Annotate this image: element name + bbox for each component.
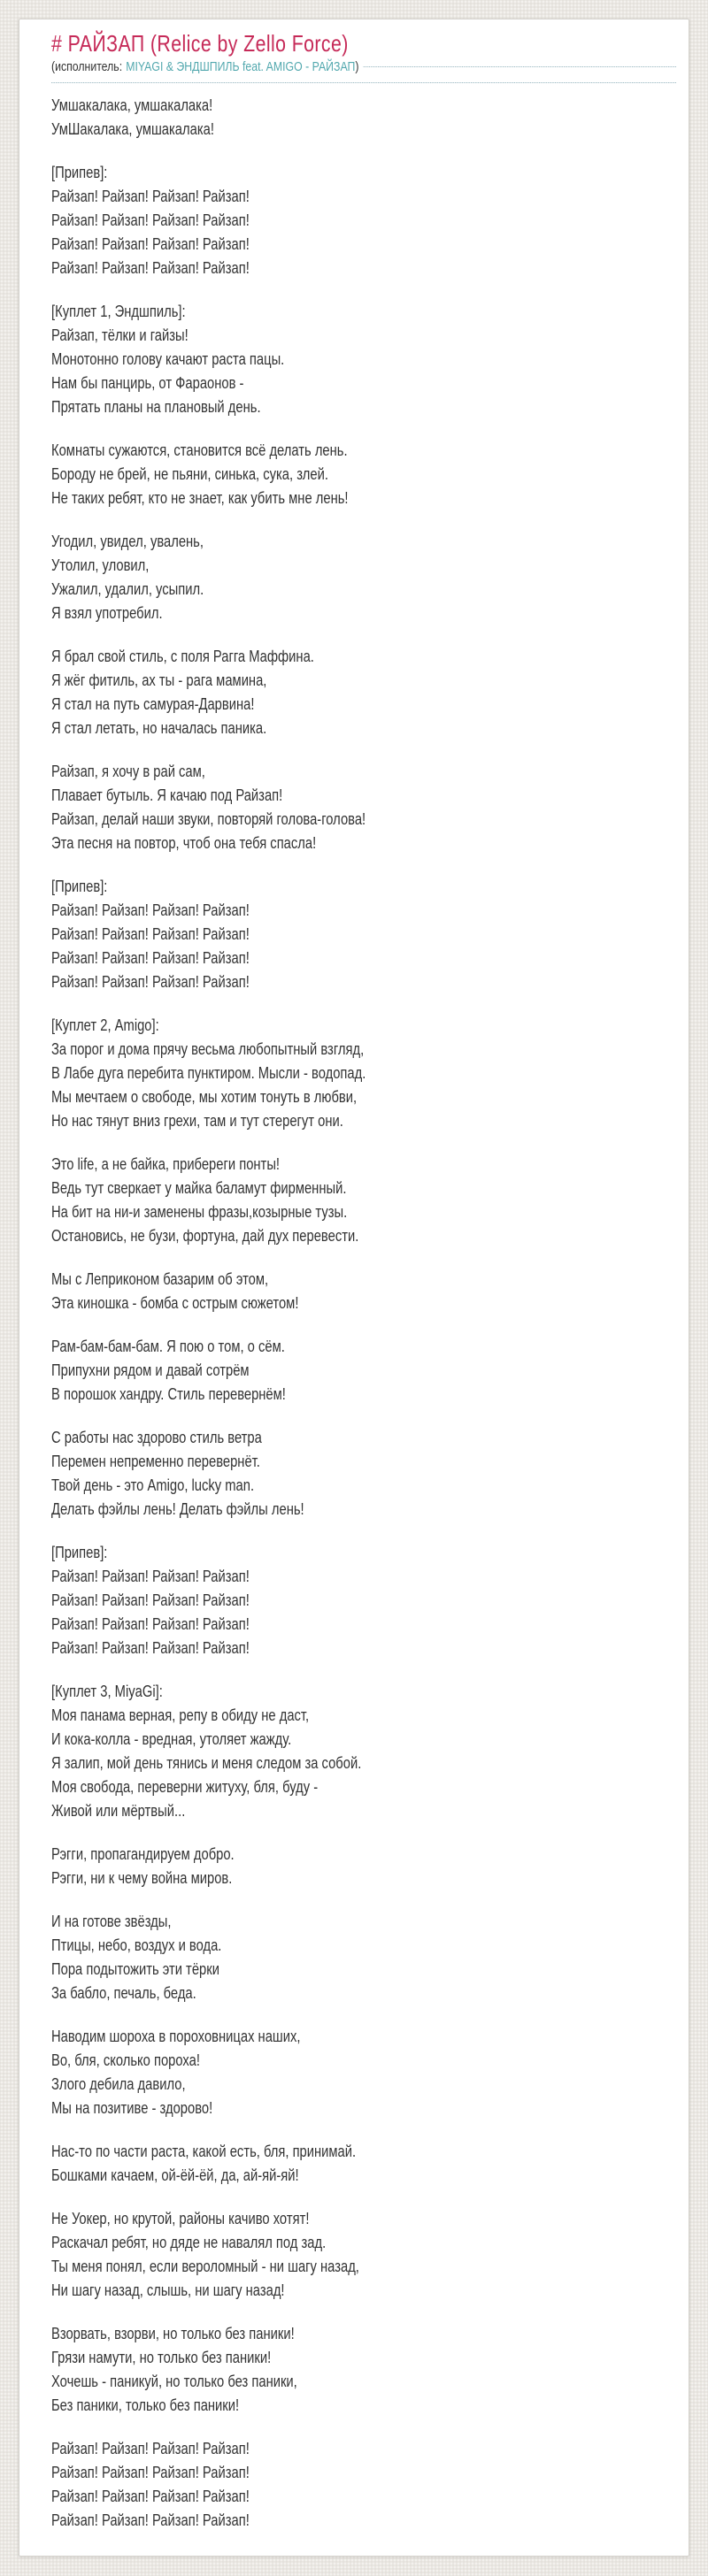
lyric-line: Эта киношка - бомба с острым сюжетом! bbox=[51, 1294, 299, 1312]
lyric-line: Прятать планы на плановый день. bbox=[51, 398, 261, 416]
lyric-line: Плавает бутыль. Я качаю под Райзап! bbox=[51, 786, 283, 804]
lyric-line: Рам-бам-бам-бам. Я пою о том, о сём. bbox=[51, 1338, 285, 1355]
lyric-line: Твой день - это Amigo, lucky man. bbox=[51, 1476, 255, 1494]
artist-suffix-label: ) bbox=[355, 59, 359, 74]
lyric-line: Я залип, мой день тянись и меня следом за собой. bbox=[51, 1754, 362, 1772]
lyric-line: Мы с Леприконом базарим об этом, bbox=[51, 1270, 269, 1288]
lyric-line: УмШакалака, умшакалака! bbox=[51, 120, 214, 138]
lyric-line: Мы мечтаем о свободе, мы хотим тонуть в любви, bbox=[51, 1088, 358, 1106]
lyric-line: Райзап, тёлки и гайзы! bbox=[51, 326, 189, 344]
lyric-stanza bbox=[51, 2322, 676, 2418]
lyric-line: Райзап, делай наши звуки, повторяй голова-голова! bbox=[51, 810, 366, 828]
lyric-stanza bbox=[51, 1680, 676, 1823]
lyric-stanza bbox=[51, 300, 676, 419]
lyric-line: За бабло, печаль, беда. bbox=[51, 1984, 196, 2002]
lyric-line: Но нас тянут вниз грехи, там и тут стерегут они. bbox=[51, 1112, 343, 1130]
lyric-stanza bbox=[51, 1843, 676, 1890]
lyric-stanza bbox=[51, 439, 676, 510]
lyric-line: Райзап! Райзап! Райзап! Райзап! bbox=[51, 973, 250, 991]
artist-line bbox=[51, 58, 676, 76]
lyric-stanza bbox=[51, 530, 676, 625]
lyric-line: Делать фэйлы лень! Делать фэйлы лень! bbox=[51, 1500, 304, 1518]
lyric-line: Припухни рядом и давай сотрём bbox=[51, 1361, 250, 1379]
lyric-line: Бороду не брей, не пьяни, синька, сука, злей. bbox=[51, 465, 328, 483]
lyric-line: Я жёг фитиль, ах ты - рага мамина, bbox=[51, 671, 267, 689]
lyric-line: Нам бы панцирь, от Фараонов - bbox=[51, 374, 244, 392]
lyric-stanza bbox=[51, 1335, 676, 1407]
lyric-line: Райзап! Райзап! Райзап! Райзап! bbox=[51, 1639, 250, 1657]
lyric-line: Не Уокер, но крутой, районы качиво хотят! bbox=[51, 2210, 310, 2227]
lyric-line: Моя панама верная, репу в обиду не даст, bbox=[51, 1706, 310, 1724]
lyric-line: Утолил, уловил, bbox=[51, 556, 150, 574]
lyric-line: В порошок хандру. Стиль перевернём! bbox=[51, 1385, 286, 1403]
lyric-line: Нас-то по части раста, какой есть, бля, принимай. bbox=[51, 2143, 357, 2160]
lyric-stanza bbox=[51, 760, 676, 855]
lyric-stanza bbox=[51, 2437, 676, 2533]
lyric-line: Райзап! Райзап! Райзап! Райзап! bbox=[51, 259, 250, 277]
lyric-line: Угодил, увидел, увалень, bbox=[51, 533, 204, 550]
lyric-line: Райзап! Райзап! Райзап! Райзап! bbox=[51, 2440, 250, 2457]
lyric-line: С работы нас здорово стиль ветра bbox=[51, 1429, 262, 1446]
lyric-line: Я стал летать, но началась паника. bbox=[51, 719, 267, 737]
lyric-line: Живой или мёртвый... bbox=[51, 1802, 186, 1820]
lyric-line: [Куплет 3, MiyaGi]: bbox=[51, 1683, 163, 1700]
lyric-stanza bbox=[51, 1268, 676, 1315]
lyric-line: Я стал на путь самурая-Дарвина! bbox=[51, 695, 255, 713]
lyric-line: Хочешь - паникуй, но только без паники, bbox=[51, 2373, 297, 2390]
lyrics-card bbox=[19, 19, 689, 2557]
lyric-stanza bbox=[51, 94, 676, 142]
lyric-line: Эта песня на повтор, чтоб она тебя спасла! bbox=[51, 834, 317, 852]
lyric-line: Райзап! Райзап! Райзап! Райзап! bbox=[51, 2511, 250, 2529]
artist-link[interactable]: MIYAGI & ЭНДШПИЛЬ feat. AMIGO - РАЙЗАП bbox=[126, 59, 356, 74]
artist-trailing-dots bbox=[363, 66, 676, 67]
lyric-line: Комнаты сужаются, становится всё делать лень. bbox=[51, 441, 348, 459]
lyric-line: Без паники, только без паники! bbox=[51, 2396, 240, 2414]
lyric-line: Ни шагу назад, слышь, ни шагу назад! bbox=[51, 2281, 285, 2299]
lyric-line: Я брал свой стиль, с поля Рагга Маффина. bbox=[51, 648, 314, 665]
artist-prefix-label: (исполнитель: bbox=[51, 59, 123, 74]
lyric-line: И кока-колла - вредная, утоляет жажду. bbox=[51, 1730, 292, 1748]
lyric-stanza bbox=[51, 161, 676, 280]
lyric-line: Рэгги, ни к чему война миров. bbox=[51, 1869, 233, 1887]
lyric-line: Ужалил, удалил, усыпил. bbox=[51, 580, 204, 598]
lyric-stanza bbox=[51, 1426, 676, 1522]
lyric-line: За порог и дома прячу весьма любопытный взгляд, bbox=[51, 1040, 365, 1058]
lyric-line: В Лабе дуга перебита пунктиром. Мысли - водопад. bbox=[51, 1064, 366, 1082]
lyric-line: Райзап! Райзап! Райзап! Райзап! bbox=[51, 188, 250, 205]
lyric-line: [Припев]: bbox=[51, 1544, 108, 1561]
lyric-line: На бит на ни-и заменены фразы,козырные тузы. bbox=[51, 1203, 348, 1221]
lyric-stanza bbox=[51, 2207, 676, 2303]
lyric-line: Райзап! Райзап! Райзап! Райзап! bbox=[51, 1615, 250, 1633]
lyric-line: Рэгги, пропагандируем добро. bbox=[51, 1845, 235, 1863]
lyric-line: Наводим шороха в пороховницах наших, bbox=[51, 2028, 301, 2045]
lyric-stanza bbox=[51, 2140, 676, 2188]
lyric-line: Это life, а не байка, прибереги понты! bbox=[51, 1155, 281, 1173]
lyric-line: [Куплет 1, Эндшпиль]: bbox=[51, 303, 186, 320]
lyric-stanza bbox=[51, 645, 676, 740]
lyric-stanza bbox=[51, 875, 676, 994]
lyric-stanza bbox=[51, 1910, 676, 2005]
lyric-line: Райзап! Райзап! Райзап! Райзап! bbox=[51, 2488, 250, 2505]
lyric-line: Раскачал ребят, но дяде не навалял под зад. bbox=[51, 2234, 327, 2251]
lyric-line: Взорвать, взорви, но только без паники! bbox=[51, 2325, 295, 2342]
lyric-line: Птицы, небо, воздух и вода. bbox=[51, 1936, 222, 1954]
lyric-line: Не таких ребят, кто не знает, как убить мне лень! bbox=[51, 489, 349, 507]
lyric-line: Райзап! Райзап! Райзап! Райзап! bbox=[51, 925, 250, 943]
lyric-line: Ведь тут сверкает у майка баламут фирменный. bbox=[51, 1179, 347, 1197]
lyric-line: Монотонно голову качают раста пацы. bbox=[51, 350, 285, 368]
lyric-line: Бошками качаем, ой-ёй-ёй, да, ай-яй-яй! bbox=[51, 2166, 299, 2184]
lyrics-text bbox=[51, 94, 676, 2533]
lyric-stanza bbox=[51, 1014, 676, 1133]
lyric-line: [Куплет 2, Amigo]: bbox=[51, 1016, 159, 1034]
lyric-line: И на готове звёзды, bbox=[51, 1913, 172, 1930]
page-title: # РАЙЗАП (Relice by Zello Force) bbox=[51, 30, 349, 57]
lyric-line: Остановись, не бузи, фортуна, дай дух перевести. bbox=[51, 1227, 359, 1245]
lyric-line: Райзап! Райзап! Райзап! Райзап! bbox=[51, 1591, 250, 1609]
lyric-line: Пора подытожить эти тёрки bbox=[51, 1960, 219, 1978]
lyric-line: Грязи намути, но только без паники! bbox=[51, 2349, 272, 2366]
lyric-line: Во, бля, сколько пороха! bbox=[51, 2051, 200, 2069]
lyric-line: Райзап! Райзап! Райзап! Райзап! bbox=[51, 901, 250, 919]
song-header bbox=[51, 30, 676, 83]
lyric-line: Райзап! Райзап! Райзап! Райзап! bbox=[51, 2464, 250, 2481]
lyric-stanza bbox=[51, 1153, 676, 1248]
lyric-line: Райзап, я хочу в рай сам, bbox=[51, 763, 205, 780]
lyric-line: Райзап! Райзап! Райзап! Райзап! bbox=[51, 949, 250, 967]
lyric-line: [Припев]: bbox=[51, 878, 108, 895]
lyric-line: Злого дебила давило, bbox=[51, 2075, 186, 2093]
lyric-line: [Припев]: bbox=[51, 164, 108, 181]
lyric-stanza bbox=[51, 1541, 676, 1660]
lyric-line: Райзап! Райзап! Райзап! Райзап! bbox=[51, 1568, 250, 1585]
lyric-stanza bbox=[51, 2025, 676, 2120]
lyric-line: Перемен непременно перевернёт. bbox=[51, 1453, 260, 1470]
lyric-line: Я взял употребил. bbox=[51, 604, 163, 622]
lyric-line: Райзап! Райзап! Райзап! Райзап! bbox=[51, 235, 250, 253]
card-content bbox=[51, 30, 676, 2533]
lyric-line: Моя свобода, переверни житуху, бля, буду - bbox=[51, 1778, 319, 1796]
lyric-line: Ты меня понял, если вероломный - ни шагу назад, bbox=[51, 2258, 359, 2275]
lyric-line: Райзап! Райзап! Райзап! Райзап! bbox=[51, 211, 250, 229]
lyric-line: Мы на позитиве - здорово! bbox=[51, 2099, 213, 2117]
lyric-line: Умшакалака, умшакалака! bbox=[51, 96, 213, 114]
